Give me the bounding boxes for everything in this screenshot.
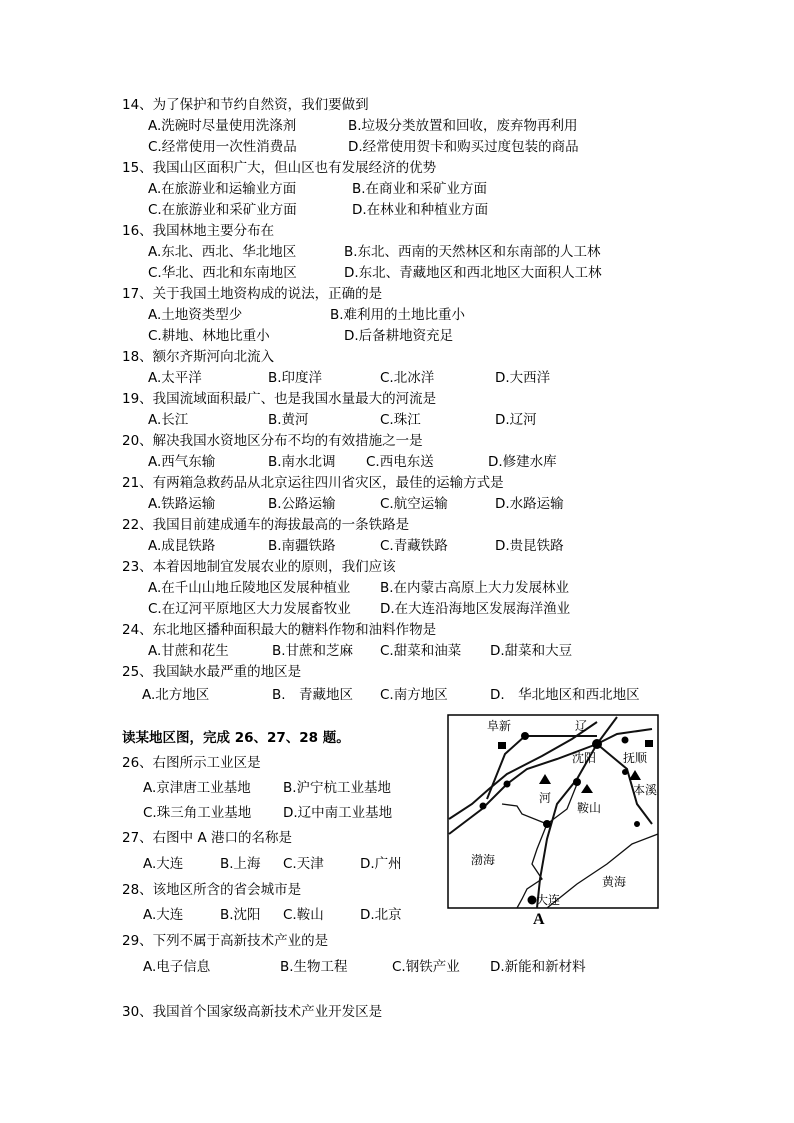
question-stem: 15、我国山区面积广大，但山区也有发展经济的优势 xyxy=(122,160,437,176)
answer-option: A.铁路运输 xyxy=(148,496,216,512)
answer-option: D. 华北地区和西北地区 xyxy=(490,687,640,703)
map-label-fushun: 抚顺 xyxy=(623,751,648,765)
section-heading: 读某地区图，完成 26、27、28 题。 xyxy=(122,730,350,746)
answer-option: A.电子信息 xyxy=(143,959,211,975)
question-stem: 16、我国林地主要分布在 xyxy=(122,223,275,239)
answer-option: B.印度洋 xyxy=(268,370,323,386)
answer-option: A.太平洋 xyxy=(148,370,202,386)
answer-option: C.在辽河平原地区大力发展畜牧业 xyxy=(148,601,351,617)
answer-option: B.沪宁杭工业基地 xyxy=(283,780,392,796)
answer-option: C.南方地区 xyxy=(380,687,448,703)
answer-option: D.甜菜和大豆 xyxy=(490,643,573,659)
question-stem: 29、下列不属于高新技术产业的是 xyxy=(122,933,329,949)
answer-option: A.大连 xyxy=(143,856,184,872)
answer-option: B.南疆铁路 xyxy=(268,538,336,554)
answer-option: C.北冰洋 xyxy=(380,370,435,386)
answer-option: C.在旅游业和采矿业方面 xyxy=(148,202,297,218)
map-caption: A xyxy=(533,911,545,928)
answer-option: D.新能和新材料 xyxy=(490,959,586,975)
answer-option: C.天津 xyxy=(283,856,324,872)
answer-option: D.后备耕地资充足 xyxy=(344,328,454,344)
answer-option: B.甘蔗和芝麻 xyxy=(272,643,354,659)
answer-option: D.修建水库 xyxy=(488,454,557,470)
question-stem: 22、我国目前建成通车的海拔最高的一条铁路是 xyxy=(122,517,410,533)
question-stem: 27、右图中 A 港口的名称是 xyxy=(122,830,292,846)
answer-option: C.航空运输 xyxy=(380,496,448,512)
answer-option: B.沈阳 xyxy=(220,907,261,923)
answer-option: A.土地资类型少 xyxy=(148,307,243,323)
answer-option: B.难利用的土地比重小 xyxy=(330,307,466,323)
answer-option: B.东北、西南的天然林区和东南部的人工林 xyxy=(344,244,601,260)
answer-option: D.广州 xyxy=(360,856,402,872)
map-label-dalian: 大连 xyxy=(536,893,561,907)
answer-option: D.贵昆铁路 xyxy=(495,538,564,554)
answer-option: D.辽中南工业基地 xyxy=(283,805,393,821)
map-label-benxi: 本溪 xyxy=(633,783,658,797)
question-stem: 17、关于我国土地资构成的说法，正确的是 xyxy=(122,286,383,302)
answer-option: B.生物工程 xyxy=(280,959,348,975)
question-stem: 18、额尔齐斯河向北流入 xyxy=(122,349,275,365)
map-label-liao: 辽 xyxy=(575,719,588,733)
answer-option: D.辽河 xyxy=(495,412,537,428)
map-label-fuxin: 阜新 xyxy=(487,719,512,733)
answer-option: B.黄河 xyxy=(268,412,309,428)
answer-option: A.北方地区 xyxy=(142,687,210,703)
answer-option: D.在林业和种植业方面 xyxy=(352,202,489,218)
question-stem: 20、解决我国水资地区分布不均的有效措施之一是 xyxy=(122,433,423,449)
answer-option: D.水路运输 xyxy=(495,496,564,512)
question-stem: 14、为了保护和节约自然资，我们要做到 xyxy=(122,97,369,113)
question-stem: 26、右图所示工业区是 xyxy=(122,755,261,771)
answer-option: A.京津唐工业基地 xyxy=(143,780,251,796)
answer-option: A.在千山山地丘陵地区发展种植业 xyxy=(148,580,351,596)
answer-option: A.东北、西北、华北地区 xyxy=(148,244,297,260)
answer-option: D.北京 xyxy=(360,907,402,923)
answer-option: A.洗碗时尽量使用洗涤剂 xyxy=(148,118,297,134)
answer-option: B.在商业和采矿业方面 xyxy=(352,181,488,197)
answer-option: D.大西洋 xyxy=(495,370,551,386)
answer-option: A.成昆铁路 xyxy=(148,538,216,554)
answer-option: C.鞍山 xyxy=(283,907,324,923)
answer-option: C.青藏铁路 xyxy=(380,538,448,554)
answer-option: B.在内蒙古高原上大力发展林业 xyxy=(380,580,570,596)
answer-option: C.西电东送 xyxy=(366,454,434,470)
answer-option: C.钢铁产业 xyxy=(392,959,460,975)
map-label-bohai: 渤海 xyxy=(471,853,496,867)
answer-option: B.南水北调 xyxy=(268,454,336,470)
map-label-he: 河 xyxy=(539,791,552,805)
question-stem: 24、东北地区播种面积最大的糖料作物和油料作物是 xyxy=(122,622,437,638)
question-stem: 21、有两箱急救药品从北京运往四川省灾区，最佳的运输方式是 xyxy=(122,475,504,491)
answer-option: D.经常使用贺卡和购买过度包装的商品 xyxy=(348,139,579,155)
answer-option: D.在大连沿海地区发展海洋渔业 xyxy=(380,601,571,617)
answer-option: D.东北、青藏地区和西北地区大面积人工林 xyxy=(344,265,602,281)
question-stem: 19、我国流域面积最广、也是我国水量最大的河流是 xyxy=(122,391,437,407)
region-map xyxy=(447,714,659,909)
question-stem: 30、我国首个国家级高新技术产业开发区是 xyxy=(122,1004,383,1020)
map-label-anshan: 鞍山 xyxy=(577,801,602,815)
answer-option: C.耕地、林地比重小 xyxy=(148,328,270,344)
question-stem: 28、该地区所含的省会城市是 xyxy=(122,882,302,898)
answer-option: C.珠三角工业基地 xyxy=(143,805,252,821)
answer-option: A.在旅游业和运输业方面 xyxy=(148,181,297,197)
answer-option: B. 青藏地区 xyxy=(272,687,354,703)
answer-option: B.垃圾分类放置和回收，废弃物再利用 xyxy=(348,118,578,134)
answer-option: A.长江 xyxy=(148,412,189,428)
answer-option: B.公路运输 xyxy=(268,496,336,512)
answer-option: C.华北、西北和东南地区 xyxy=(148,265,297,281)
answer-option: C.经常使用一次性消费品 xyxy=(148,139,297,155)
map-label-shenyang: 沈阳 xyxy=(572,751,597,765)
map-label-huanghai: 黄海 xyxy=(602,875,627,889)
answer-option: C.甜菜和油菜 xyxy=(380,643,462,659)
answer-option: C.珠江 xyxy=(380,412,421,428)
answer-option: A.大连 xyxy=(143,907,184,923)
answer-option: A.甘蔗和花生 xyxy=(148,643,229,659)
answer-option: A.西气东输 xyxy=(148,454,216,470)
question-stem: 25、我国缺水最严重的地区是 xyxy=(122,664,302,680)
answer-option: B.上海 xyxy=(220,856,261,872)
question-stem: 23、本着因地制宜发展农业的原则，我们应该 xyxy=(122,559,396,575)
